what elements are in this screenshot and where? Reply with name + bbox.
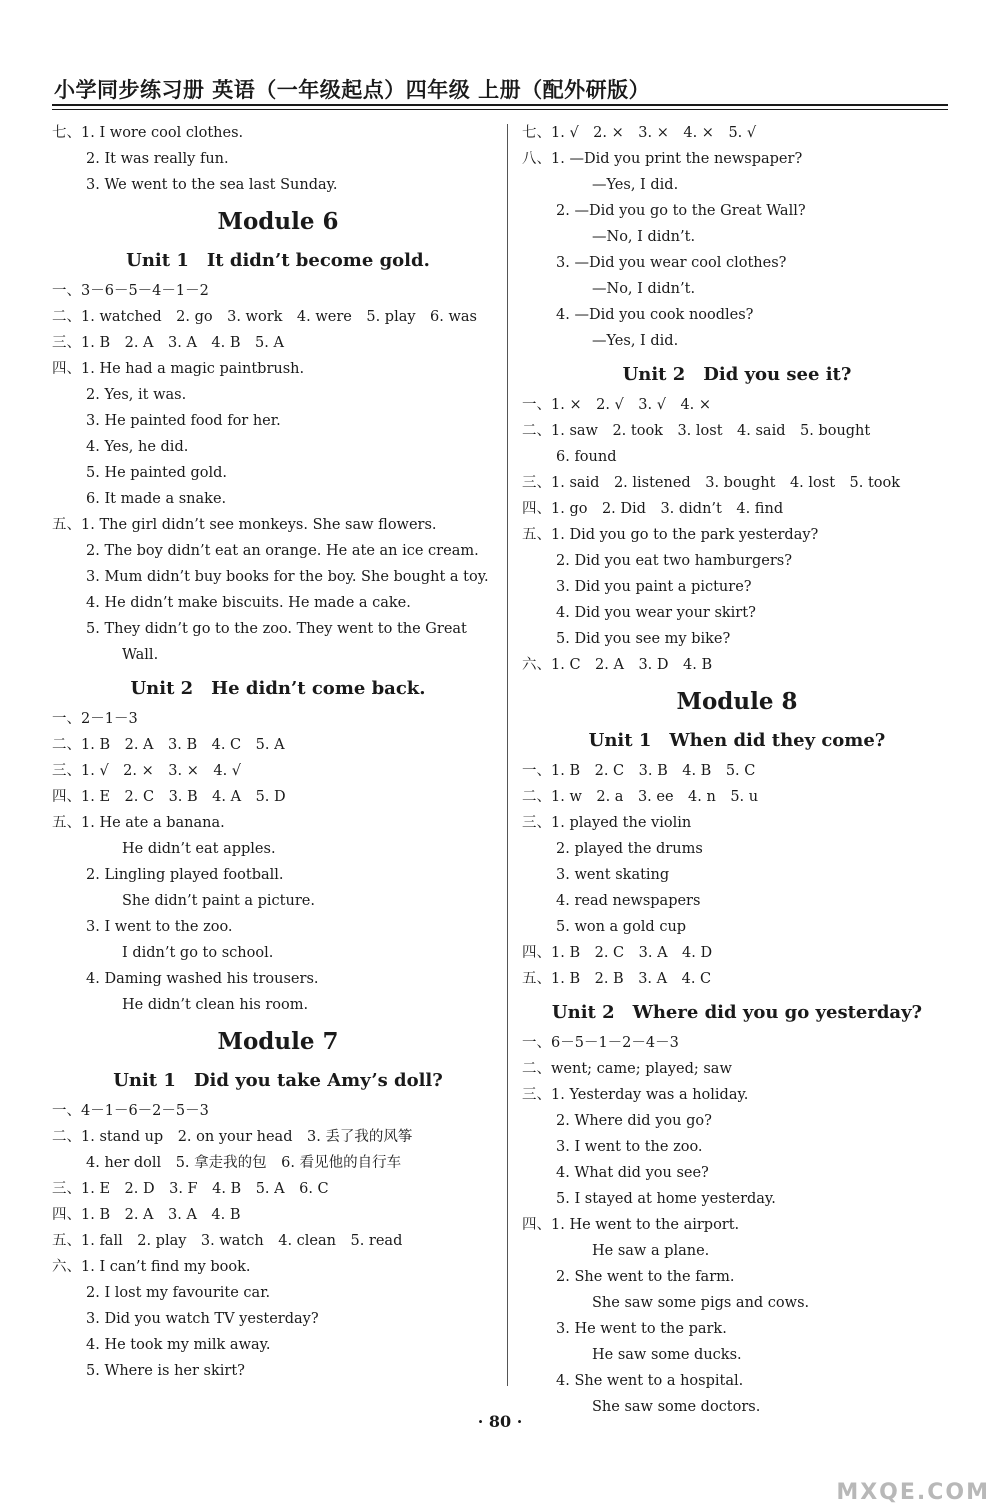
answer-line: 三、1. played the violin [522, 815, 692, 831]
unit-title: Unit 2 Where did you go yesterday? [551, 1002, 923, 1023]
answer-line: 一、6－5－1－2－4－3 [522, 1035, 679, 1051]
unit-title: Unit 2 Did you see it? [622, 364, 852, 385]
answer-line: 4. Did you wear your skirt? [556, 605, 756, 621]
answer-line: 二、1. watched 2. go 3. work 4. were 5. play 6. was [52, 309, 477, 325]
left-column [52, 120, 504, 1384]
answer-line: 2. Did you eat two hamburgers? [556, 553, 793, 569]
answer-line: 五、1. The girl didn’t see monkeys. She saw flowers. [52, 517, 437, 533]
answer-line: 4. She went to a hospital. [556, 1373, 744, 1389]
answer-line: 3. He went to the park. [556, 1321, 727, 1337]
answer-line: 四、1. B 2. A 3. A 4. B [52, 1207, 241, 1223]
answer-line: 4. read newspapers [556, 893, 701, 909]
answer-line: —No, I didn’t. [592, 281, 696, 297]
answer-line: He didn’t clean his room. [122, 997, 309, 1013]
answer-line: —Yes, I did. [592, 333, 679, 349]
answer-line: 4. He didn’t make biscuits. He made a cake. [86, 595, 411, 611]
unit-title: Unit 1 It didn’t become gold. [126, 250, 430, 271]
answer-line: He saw some ducks. [592, 1347, 742, 1363]
answer-line: 5. Did you see my bike? [556, 631, 731, 647]
answer-line: 4. Daming washed his trousers. [86, 971, 319, 987]
page-header-title: 小学同步练习册 英语（一年级起点）四年级 上册（配外研版） [54, 77, 651, 102]
answer-line: 2. I lost my favourite car. [86, 1285, 271, 1301]
answer-line: 二、went; came; played; saw [522, 1061, 732, 1077]
answer-line: 3. Did you paint a picture? [556, 579, 752, 595]
module-title: Module 6 [217, 208, 339, 235]
answer-line: 3. —Did you wear cool clothes? [556, 255, 787, 271]
answer-line: 2. It was really fun. [86, 151, 229, 167]
answer-line: He saw a plane. [592, 1243, 710, 1259]
answer-line: 七、1. I wore cool clothes. [52, 125, 244, 141]
header-rule [52, 104, 948, 106]
answer-line: 三、1. √ 2. × 3. × 4. √ [52, 763, 242, 779]
answer-line: She didn’t paint a picture. [122, 893, 315, 909]
answer-line: Wall. [122, 647, 159, 663]
answer-line: 5. Where is her skirt? [86, 1363, 245, 1379]
page-number: · 80 · [477, 1412, 523, 1431]
answer-line: 五、1. He ate a banana. [52, 815, 225, 831]
answer-line: 3. went skating [556, 867, 670, 883]
module-title: Module 7 [217, 1028, 339, 1055]
answer-line: 七、1. √ 2. × 3. × 4. × 5. √ [522, 125, 757, 141]
answer-line: 5. They didn’t go to the zoo. They went to the Great [86, 621, 467, 637]
answer-line: 三、1. E 2. D 3. F 4. B 5. A 6. C [52, 1181, 329, 1197]
unit-title: Unit 1 When did they come? [588, 730, 886, 751]
answer-line: 二、1. w 2. a 3. ee 4. n 5. u [522, 789, 759, 805]
answer-line: 5. He painted gold. [86, 465, 228, 481]
answer-line: 6. It made a snake. [86, 491, 227, 507]
answer-line: 一、1. × 2. √ 3. √ 4. × [522, 397, 712, 413]
answer-line: 2. She went to the farm. [556, 1269, 735, 1285]
answer-line: 2. The boy didn’t eat an orange. He ate an ice cream. [86, 543, 479, 559]
unit-title: Unit 2 He didn’t come back. [130, 678, 426, 699]
answer-line: 3. Did you watch TV yesterday? [86, 1311, 319, 1327]
answer-line: 一、3－6－5－4－1－2 [52, 283, 209, 299]
answer-line: She saw some doctors. [592, 1399, 761, 1415]
answer-line: 六、1. I can’t find my book. [52, 1259, 251, 1275]
answer-line: 4. her doll 5. 拿走我的包 6. 看见他的自行车 [86, 1155, 402, 1171]
answer-line: 一、1. B 2. C 3. B 4. B 5. C [522, 763, 756, 779]
answer-line: —No, I didn’t. [592, 229, 696, 245]
answer-line: 5. I stayed at home yesterday. [556, 1191, 776, 1207]
answer-line: He didn’t eat apples. [122, 841, 276, 857]
answer-line: 二、1. stand up 2. on your head 3. 丢了我的风筝 [52, 1129, 413, 1145]
answer-line: 5. won a gold cup [556, 919, 687, 935]
header-rule-thin [52, 109, 948, 110]
watermark-logo: MXQE.COM [836, 1480, 990, 1505]
answer-line: 八、1. —Did you print the newspaper? [522, 151, 803, 167]
answer-line: 四、1. E 2. C 3. B 4. A 5. D [52, 789, 286, 805]
answer-line: 五、1. B 2. B 3. A 4. C [522, 971, 712, 987]
answer-line: 4. —Did you cook noodles? [556, 307, 754, 323]
answer-line: 三、1. Yesterday was a holiday. [522, 1087, 749, 1103]
answer-line: 四、1. B 2. C 3. A 4. D [522, 945, 713, 961]
answer-line: 3. I went to the zoo. [86, 919, 233, 935]
answer-line: 三、1. B 2. A 3. A 4. B 5. A [52, 335, 284, 351]
answer-line: 2. Where did you go? [556, 1113, 712, 1129]
answer-line: 2. —Did you go to the Great Wall? [556, 203, 806, 219]
answer-line: 4. Yes, he did. [86, 439, 189, 455]
answer-line: 一、2－1－3 [52, 711, 138, 727]
answer-line: 二、1. saw 2. took 3. lost 4. said 5. bought [522, 423, 871, 439]
answer-line: 五、1. fall 2. play 3. watch 4. clean 5. read [52, 1233, 403, 1249]
answer-line: 一、4－1－6－2－5－3 [52, 1103, 209, 1119]
module-title: Module 8 [676, 688, 798, 715]
answer-line: I didn’t go to school. [122, 945, 274, 961]
answer-line: 4. He took my milk away. [86, 1337, 271, 1353]
answer-line: 2. played the drums [556, 841, 703, 857]
answer-line: 2. Lingling played football. [86, 867, 284, 883]
unit-title: Unit 1 Did you take Amy’s doll? [113, 1070, 443, 1091]
answer-line: 二、1. B 2. A 3. B 4. C 5. A [52, 737, 285, 753]
right-column [522, 120, 952, 1420]
answer-line: 6. found [556, 449, 617, 465]
answer-line: 3. I went to the zoo. [556, 1139, 703, 1155]
answer-line: 3. Mum didn’t buy books for the boy. She bought a toy. [86, 569, 489, 585]
answer-line: 四、1. He had a magic paintbrush. [52, 361, 305, 377]
answer-line: She saw some pigs and cows. [592, 1295, 810, 1311]
answer-line: 三、1. said 2. listened 3. bought 4. lost 5. took [522, 475, 901, 491]
answer-line: 2. Yes, it was. [86, 387, 187, 403]
answer-line: 五、1. Did you go to the park yesterday? [522, 527, 819, 543]
answer-line: 3. He painted food for her. [86, 413, 281, 429]
answer-line: 3. We went to the sea last Sunday. [86, 177, 338, 193]
answer-line: 六、1. C 2. A 3. D 4. B [522, 657, 713, 673]
answer-line: 4. What did you see? [556, 1165, 709, 1181]
column-divider [507, 124, 508, 1386]
answer-line: —Yes, I did. [592, 177, 679, 193]
answer-line: 四、1. He went to the airport. [522, 1217, 740, 1233]
answer-line: 四、1. go 2. Did 3. didn’t 4. find [522, 501, 784, 517]
